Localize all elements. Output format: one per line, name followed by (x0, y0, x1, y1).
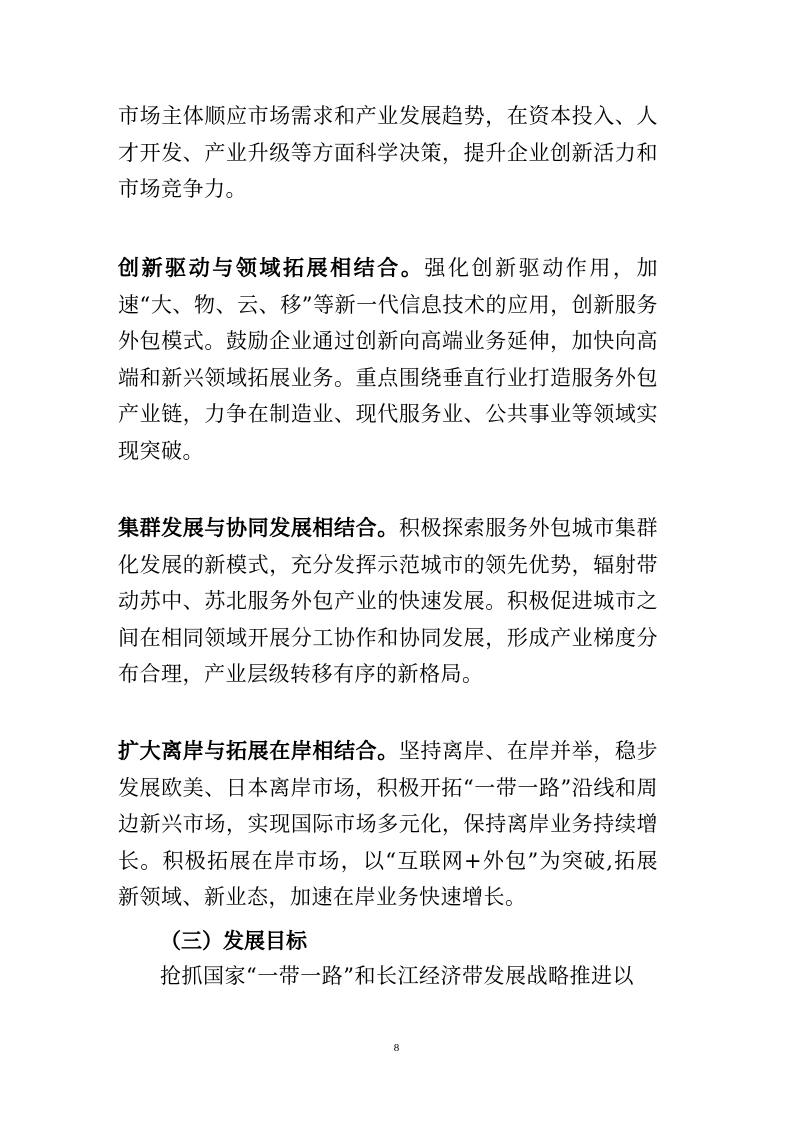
paragraph-body: 积极探索服务外包城市集群化发展的新模式，充分发挥示范城市的领先优势，辐射带动苏中、苏北服务外包产业的快速发展。积极促进城市之间在相同领域开展分工协作和协同发展，形成产业梯度分布合理，产业层级转移有序的新格局。 (118, 516, 659, 686)
section-heading: （三）发展目标 (160, 929, 307, 953)
paragraph-lead: 扩大离岸与拓展在岸相结合。 (118, 739, 399, 763)
paragraph-body: 坚持离岸、在岸并举，稳步发展欧美、日本离岸市场，积极开拓“一带一路”沿线和周边新兴市场，实现国际市场多元化，保持离岸业务持续增长。积极拓展在岸市场，以“互联网+外包”为突破,拓展新领域、新业态，加速在岸业务快速增长。 (118, 739, 659, 909)
paragraph-lead: 创新驱动与领域拓展相结合。 (118, 256, 425, 280)
paragraph-intro (118, 98, 658, 208)
paragraph-body: 强化创新驱动作用，加速“大、物、云、移”等新一代信息技术的应用，创新服务外包模式。鼓励企业通过创新向高端业务延伸，加快向高端和新兴领域拓展业务。重点围绕垂直行业打造服务外包产业链，力争在制造业、现代服务业、公共事业等领域实现突破。 (118, 256, 659, 463)
paragraph-innovation (118, 250, 658, 469)
paragraph-body: 市场主体顺应市场需求和产业发展趋势，在资本投入、人才开发、产业升级等方面科学决策，提升企业创新活力和市场竞争力。 (118, 104, 658, 201)
paragraph-cluster (118, 510, 658, 693)
paragraph-closing: 抢抓国家“一带一路”和长江经济带发展战略推进以 (160, 964, 634, 988)
paragraph-lead: 集群发展与协同发展相结合。 (118, 516, 399, 540)
paragraph-offshore (118, 733, 658, 916)
page-number: 8 (393, 1042, 400, 1054)
